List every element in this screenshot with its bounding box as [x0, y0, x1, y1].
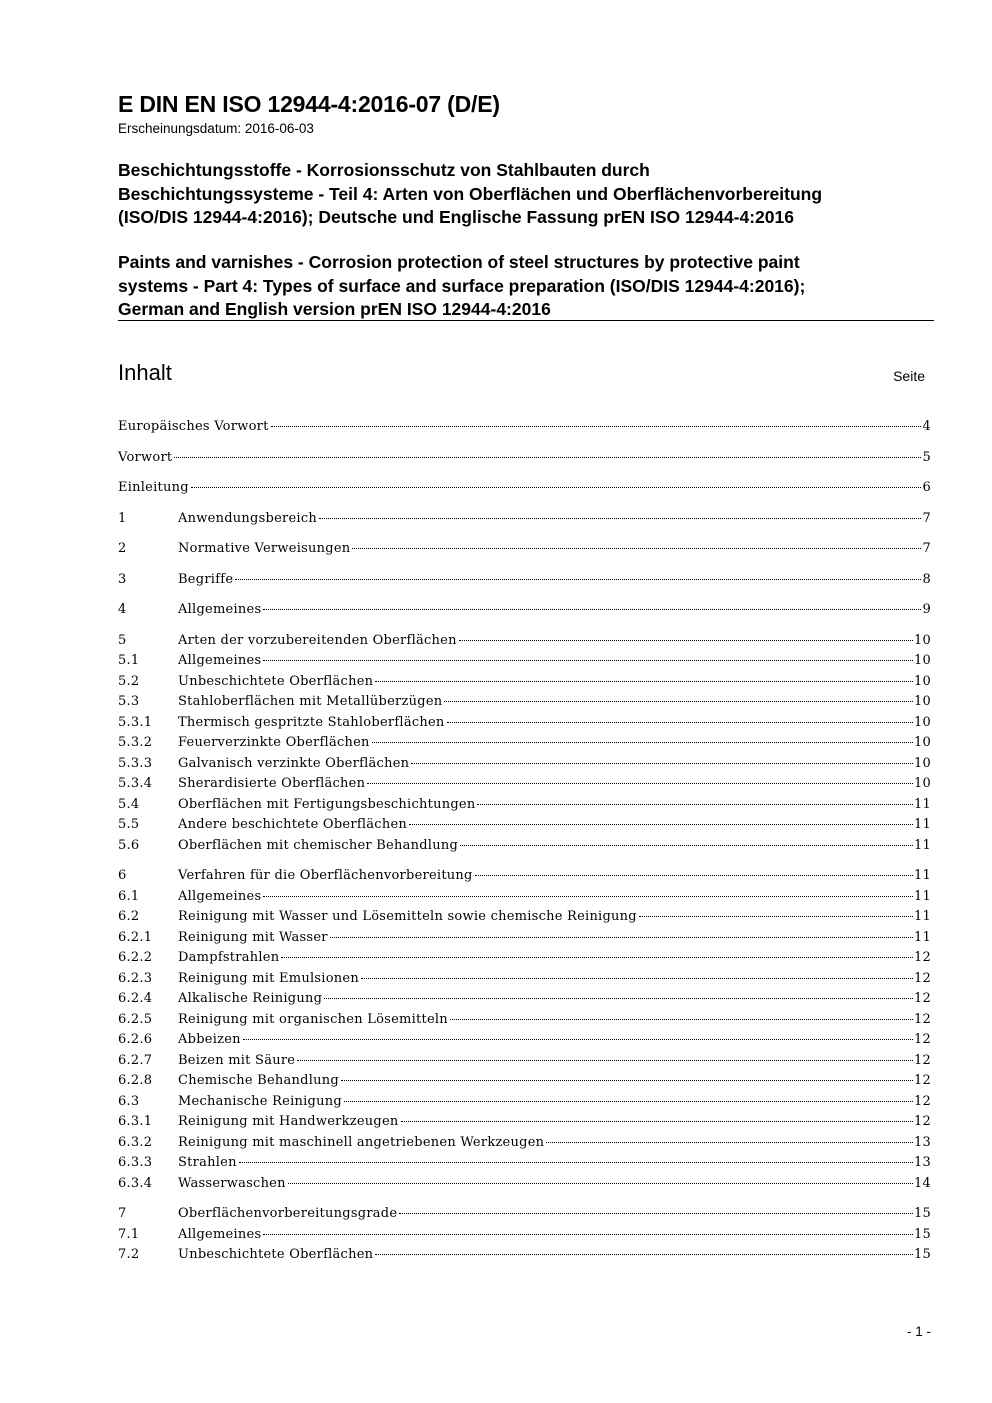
toc-entry-page: 6	[922, 480, 931, 495]
toc-entry-number: 4	[118, 602, 127, 617]
toc-entry[interactable]	[118, 631, 931, 652]
toc-dot-leader	[239, 1162, 913, 1163]
toc-entry-number: 5.4	[118, 796, 140, 812]
toc-entry-number: 6.3.3	[118, 1155, 153, 1170]
toc-entry-page: 12	[913, 950, 931, 965]
toc-entry-title: Reinigung mit Handwerkzeugen	[178, 1114, 399, 1129]
footer-page-number: - 1 -	[906, 1324, 931, 1339]
toc-entry[interactable]	[118, 795, 931, 816]
toc-entry-title: Wasserwaschen	[178, 1175, 286, 1191]
toc-entry[interactable]	[118, 1174, 931, 1195]
title-english-line: systems - Part 4: Types of surface and surface preparation (ISO/DIS 12944-4:2016);	[118, 275, 806, 296]
toc-dot-leader	[447, 722, 913, 723]
toc-entry-title: Arten der vorzubereitenden Oberflächen	[178, 632, 457, 648]
toc-entry-page: 7	[922, 510, 931, 526]
toc-entry-title: Verfahren für die Oberflächenvorbereitung	[178, 868, 473, 883]
toc-dot-leader	[475, 875, 913, 876]
toc-dot-leader	[263, 896, 913, 897]
toc-dot-leader	[459, 640, 913, 641]
toc-entry-page: 12	[913, 1052, 931, 1068]
toc-entry-title: Reinigung mit Wasser und Lösemitteln sowie chemische Reinigung	[178, 909, 637, 924]
toc-entry-page: 11	[913, 796, 931, 812]
toc-entry-page: 13	[913, 1155, 931, 1170]
title-english-line: German and English version prEN ISO 12944-4:2016	[118, 299, 551, 319]
toc-entry-page: 10	[913, 694, 931, 709]
toc-entry-number: 7.1	[118, 1226, 140, 1242]
toc-entry[interactable]	[118, 969, 931, 990]
toc-entry-page: 12	[913, 1093, 931, 1109]
toc-dot-leader	[281, 957, 913, 958]
toc-dot-leader	[174, 457, 921, 458]
toc-entry-number: 5.6	[118, 837, 140, 853]
toc-entry-title: Allgemeines	[178, 602, 262, 617]
toc-entry-number: 6.2	[118, 909, 140, 924]
toc-entry-title: Unbeschichtete Oberflächen	[178, 1247, 374, 1262]
toc-entry-page: 4	[922, 419, 931, 434]
toc-entry-number: 6	[118, 868, 127, 883]
toc-entry[interactable]	[118, 1204, 931, 1225]
toc-entry-page: 13	[913, 1134, 931, 1150]
toc-entry[interactable]	[118, 1051, 931, 1072]
toc-entry[interactable]	[118, 928, 931, 949]
toc-entry-number: 5.3.1	[118, 714, 153, 730]
toc-entry[interactable]	[118, 713, 931, 734]
toc-dot-leader	[341, 1080, 913, 1081]
toc-dot-leader	[460, 845, 913, 846]
toc-entry-number: 6.2.8	[118, 1073, 153, 1088]
toc-dot-leader	[324, 998, 913, 999]
title-german-line: (ISO/DIS 12944-4:2016); Deutsche und Englische Fassung prEN ISO 12944-4:2016	[118, 207, 794, 227]
toc-entry-number: 6.3.2	[118, 1134, 153, 1150]
toc-dot-leader	[546, 1142, 913, 1143]
toc-entry-number: 5.3.3	[118, 755, 153, 771]
toc-entry-number: 6.2.2	[118, 950, 153, 965]
toc-entry-title: Thermisch gespritzte Stahloberflächen	[178, 714, 445, 730]
toc-entry-page: 11	[913, 868, 931, 883]
toc-dot-leader	[375, 681, 913, 682]
toc-entry[interactable]	[118, 887, 931, 908]
toc-entry[interactable]	[118, 478, 931, 499]
toc-entry-title: Reinigung mit Wasser	[178, 929, 328, 945]
toc-entry-page: 10	[913, 673, 931, 689]
publication-date: Erscheinungsdatum: 2016-06-03	[118, 121, 314, 136]
title-german-line: Beschichtungsstoffe - Korrosionsschutz von Stahlbauten durch	[118, 160, 650, 180]
toc-entry-number: 5.3.2	[118, 735, 153, 750]
toc-entry-page: 12	[913, 991, 931, 1006]
toc-entry-page: 10	[913, 632, 931, 648]
toc-entry[interactable]	[118, 1153, 931, 1174]
toc-entry-title: Andere beschichtete Oberflächen	[178, 817, 408, 832]
toc-entry-title: Normative Verweisungen	[178, 541, 351, 556]
toc-dot-leader	[367, 783, 913, 784]
toc-entry-page: 11	[913, 909, 931, 924]
toc-entry-title: Oberflächenvorbereitungsgrade	[178, 1206, 398, 1221]
toc-dot-leader	[352, 548, 921, 549]
toc-entry-number: 6.3.1	[118, 1114, 153, 1129]
toc-entry-page: 10	[913, 776, 931, 791]
toc-entry-page: 10	[913, 755, 931, 771]
title-divider	[118, 320, 934, 321]
toc-entry[interactable]	[118, 1112, 931, 1133]
toc-dot-leader	[263, 1234, 913, 1235]
toc-dot-leader	[444, 701, 913, 702]
toc-dot-leader	[243, 1039, 913, 1040]
toc-entry-number: 6.3	[118, 1093, 140, 1109]
toc-entry[interactable]	[118, 509, 931, 530]
toc-entry-title: Einleitung	[118, 480, 189, 495]
toc-entry-page: 15	[913, 1247, 931, 1262]
toc-entry-title: Allgemeines	[178, 653, 262, 668]
toc-entry-title: Vorwort	[118, 449, 173, 465]
toc-entry[interactable]	[118, 651, 931, 672]
toc-dot-leader	[235, 579, 921, 580]
toc-entry-title: Europäisches Vorwort	[118, 419, 269, 434]
toc-entry-title: Reinigung mit organischen Lösemitteln	[178, 1011, 448, 1027]
toc-entry-number: 2	[118, 541, 127, 556]
toc-entry[interactable]	[118, 1030, 931, 1051]
toc-entry-number: 5.5	[118, 817, 140, 832]
toc-entry[interactable]	[118, 754, 931, 775]
toc-heading: Inhalt	[118, 360, 172, 385]
toc-entry[interactable]	[118, 417, 931, 438]
toc-entry-title: Anwendungsbereich	[178, 510, 317, 526]
toc-entry[interactable]	[118, 448, 931, 469]
toc-entry-page: 10	[913, 735, 931, 750]
toc-entry-page: 12	[913, 970, 931, 986]
toc-entry[interactable]	[118, 1133, 931, 1154]
document-id: E DIN EN ISO 12944-4:2016-07 (D/E)	[118, 91, 500, 117]
toc-entry-number: 6.2.3	[118, 970, 153, 986]
toc-entry-title: Begriffe	[178, 571, 234, 587]
toc-dot-leader	[399, 1213, 913, 1214]
toc-entry[interactable]	[118, 1010, 931, 1031]
toc-entry[interactable]	[118, 1092, 931, 1113]
toc-entry-page: 15	[913, 1206, 931, 1221]
toc-entry[interactable]	[118, 692, 931, 713]
toc-entry-page: 10	[913, 714, 931, 730]
toc-entry-number: 6.3.4	[118, 1175, 153, 1191]
toc-dot-leader	[319, 518, 921, 519]
toc-entry-number: 6.2.4	[118, 991, 153, 1006]
toc-entry-title: Allgemeines	[178, 1226, 262, 1242]
toc-dot-leader	[361, 978, 913, 979]
toc-entry-number: 5.3.4	[118, 776, 153, 791]
toc-dot-leader	[330, 937, 913, 938]
toc-entry-page: 14	[913, 1175, 931, 1191]
toc-dot-leader	[450, 1019, 913, 1020]
toc-entry-title: Feuerverzinkte Oberflächen	[178, 735, 370, 750]
title-english-line: Paints and varnishes - Corrosion protection of steel structures by protective paint	[118, 252, 800, 272]
toc-entry-title: Mechanische Reinigung	[178, 1093, 342, 1109]
toc-entry[interactable]	[118, 836, 931, 857]
toc-dot-leader	[409, 824, 913, 825]
title-german-line: Beschichtungssysteme - Teil 4: Arten von Oberflächen und Oberflächenvorbereitung	[118, 183, 823, 204]
table-of-contents	[118, 417, 931, 1266]
toc-entry-page: 11	[913, 929, 931, 945]
toc-dot-leader	[372, 742, 913, 743]
toc-entry-title: Beizen mit Säure	[178, 1052, 296, 1068]
toc-entry-number: 5.3	[118, 694, 140, 709]
toc-entry[interactable]	[118, 733, 931, 754]
toc-entry[interactable]	[118, 1071, 931, 1092]
toc-entry-title: Strahlen	[178, 1155, 237, 1170]
toc-entry-page: 12	[913, 1114, 931, 1129]
toc-dot-leader	[375, 1254, 913, 1255]
toc-entry[interactable]	[118, 815, 931, 836]
toc-entry[interactable]	[118, 774, 931, 795]
toc-entry-page: 7	[922, 541, 931, 556]
toc-entry-number: 6.1	[118, 888, 140, 904]
document-page	[118, 0, 934, 1403]
toc-entry-number: 6.2.1	[118, 929, 153, 945]
toc-entry-title: Galvanisch verzinkte Oberflächen	[178, 755, 410, 771]
toc-page-label: Seite	[893, 368, 925, 384]
toc-entry[interactable]	[118, 539, 931, 560]
toc-entry[interactable]	[118, 989, 931, 1010]
toc-entry[interactable]	[118, 948, 931, 969]
toc-entry-number: 1	[118, 510, 127, 526]
toc-dot-leader	[344, 1101, 913, 1102]
toc-entry-page: 11	[913, 817, 931, 832]
title-german	[118, 159, 934, 230]
toc-entry-title: Reinigung mit Emulsionen	[178, 970, 359, 986]
toc-dot-leader	[477, 804, 912, 805]
toc-entry-title: Abbeizen	[178, 1032, 241, 1047]
toc-entry-number: 3	[118, 571, 127, 587]
toc-entry[interactable]	[118, 866, 931, 887]
toc-dot-leader	[263, 609, 921, 610]
toc-entry[interactable]	[118, 1225, 931, 1246]
toc-entry-number: 5.2	[118, 673, 140, 689]
toc-dot-leader	[271, 426, 922, 427]
toc-entry-title: Oberflächen mit Fertigungsbeschichtungen	[178, 796, 476, 812]
toc-entry-title: Allgemeines	[178, 888, 262, 904]
toc-entry-title: Unbeschichtete Oberflächen	[178, 673, 374, 689]
toc-entry[interactable]	[118, 600, 931, 621]
toc-entry-page: 11	[913, 888, 931, 904]
toc-dot-leader	[263, 660, 913, 661]
toc-entry-page: 10	[913, 653, 931, 668]
toc-entry-title: Stahloberflächen mit Metallüberzügen	[178, 694, 443, 709]
toc-entry-title: Dampfstrahlen	[178, 950, 280, 965]
toc-entry-title: Alkalische Reinigung	[178, 991, 323, 1006]
toc-entry-title: Oberflächen mit chemischer Behandlung	[178, 837, 459, 853]
toc-entry[interactable]	[118, 672, 931, 693]
title-english	[118, 251, 934, 322]
toc-entry[interactable]	[118, 570, 931, 591]
toc-entry-page: 12	[913, 1073, 931, 1088]
toc-dot-leader	[191, 487, 922, 488]
toc-dot-leader	[297, 1060, 913, 1061]
toc-entry-number: 5.1	[118, 653, 140, 668]
toc-entry-number: 6.2.6	[118, 1032, 153, 1047]
toc-entry-number: 6.2.5	[118, 1011, 153, 1027]
toc-dot-leader	[411, 763, 913, 764]
toc-entry-number: 7.2	[118, 1247, 140, 1262]
toc-entry-number: 7	[118, 1206, 127, 1221]
toc-entry[interactable]	[118, 907, 931, 928]
toc-entry-number: 5	[118, 632, 127, 648]
toc-entry-page: 9	[922, 602, 931, 617]
toc-dot-leader	[401, 1121, 913, 1122]
toc-entry-page: 12	[913, 1011, 931, 1027]
toc-entry-page: 12	[913, 1032, 931, 1047]
toc-dot-leader	[639, 916, 913, 917]
toc-entry-title: Reinigung mit maschinell angetriebenen Werkzeugen	[178, 1134, 545, 1150]
toc-dot-leader	[288, 1183, 913, 1184]
toc-entry-page: 15	[913, 1226, 931, 1242]
toc-entry-page: 5	[922, 449, 931, 465]
toc-entry-title: Chemische Behandlung	[178, 1073, 339, 1088]
toc-entry-page: 11	[913, 837, 931, 853]
toc-entry[interactable]	[118, 1245, 931, 1266]
toc-entry-number: 6.2.7	[118, 1052, 153, 1068]
toc-entry-title: Sherardisierte Oberflächen	[178, 776, 366, 791]
toc-entry-page: 8	[922, 571, 931, 587]
